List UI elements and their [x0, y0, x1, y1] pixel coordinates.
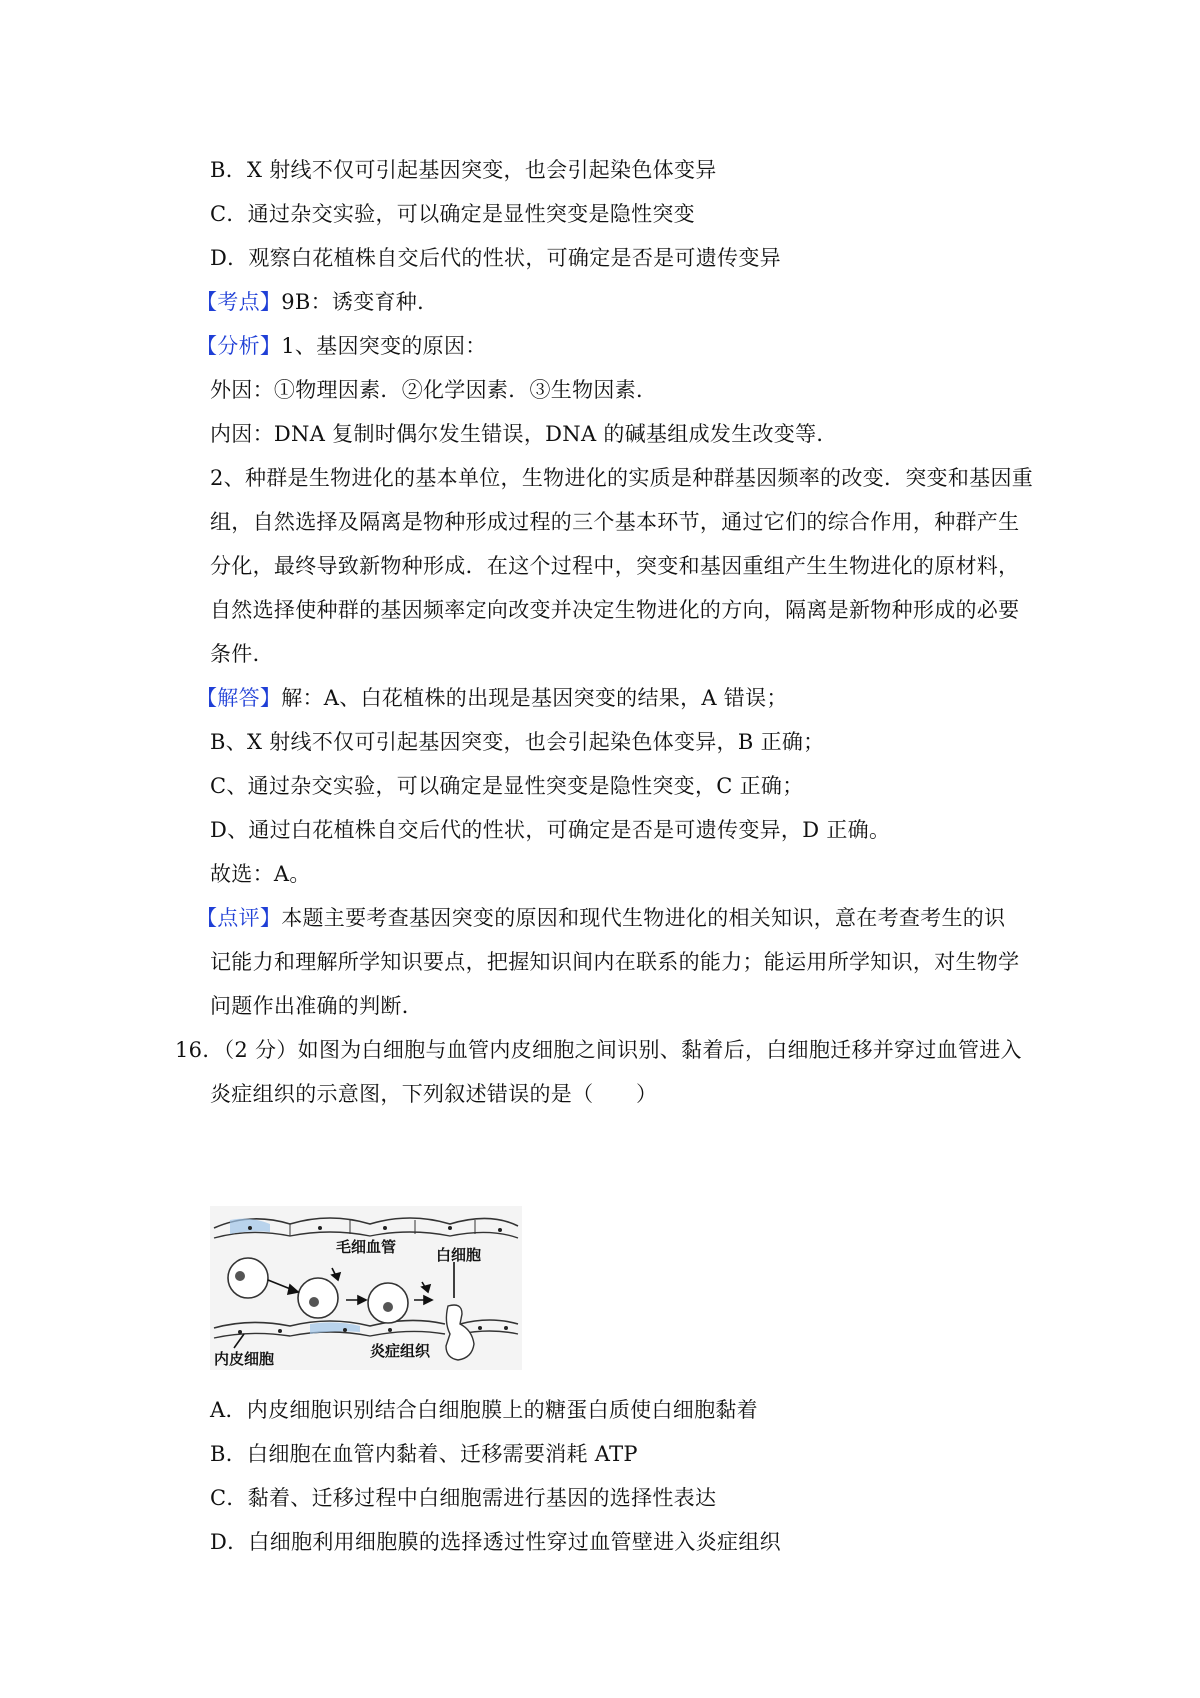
- fenxi-line-6: 自然选择使种群的基因频率定向改变并决定生物进化的方向，隔离是新物种形成的必要: [210, 598, 1020, 622]
- q16-option-c: C．黏着、迁移过程中白细胞需进行基因的选择性表达: [210, 1486, 717, 1510]
- jieda-tag: 【解答】: [196, 686, 282, 710]
- label-leukocyte: 白细胞: [436, 1247, 482, 1264]
- fenxi-line-4: 组，自然选择及隔离是物种形成过程的三个基本环节，通过它们的综合作用，种群产生: [210, 510, 1020, 534]
- option-d-prev: D．观察白花植株自交后代的性状，可确定是否是可遗传变异: [210, 246, 781, 270]
- fenxi-line-7: 条件．: [210, 642, 274, 666]
- fenxi-line-1: 外因：①物理因素．②化学因素．③生物因素．: [210, 378, 658, 402]
- q16-option-d: D．白细胞利用细胞膜的选择透过性穿过血管壁进入炎症组织: [210, 1530, 781, 1554]
- label-capillary: 毛细血管: [336, 1239, 397, 1256]
- fenxi-line-5: 分化，最终导致新物种形成．在这个过程中，突变和基因重组产生生物进化的原材料，: [210, 554, 1020, 578]
- fenxi-text: 1、基因突变的原因：: [281, 334, 487, 358]
- kaodian-text: 9B：诱变育种．: [281, 290, 439, 314]
- jieda-line-1: B、X 射线不仅可引起基因突变，也会引起染色体变异，B 正确；: [210, 730, 825, 754]
- q16-number: 16．: [175, 1038, 224, 1062]
- jieda-line-3: D、通过白花植株自交后代的性状，可确定是否是可遗传变异，D 正确。: [210, 818, 891, 842]
- fenxi-line-2: 内因：DNA 复制时偶尔发生错误，DNA 的碱基组成发生改变等．: [210, 422, 838, 446]
- label-inflamed-tissue: 炎症组织: [370, 1343, 431, 1360]
- dianping-text: 本题主要考查基因突变的原因和现代生物进化的相关知识，意在考查考生的识: [281, 906, 1006, 930]
- jieda-text: 解：A、白花植株的出现是基因突变的结果，A 错误；: [281, 686, 788, 710]
- leukocyte-migration-figure: [210, 1206, 522, 1370]
- dianping-line-1: 记能力和理解所学知识要点，把握知识间内在联系的能力；能运用所学知识，对生物学: [210, 950, 1020, 974]
- q16-option-a: A．内皮细胞识别结合白细胞膜上的糖蛋白质使白细胞黏着: [210, 1398, 758, 1422]
- fenxi-tag: 【分析】: [196, 334, 282, 358]
- q16-option-b: B．白细胞在血管内黏着、迁移需要消耗 ATP: [210, 1442, 638, 1466]
- q16-stem-line-1: 炎症组织的示意图，下列叙述错误的是（ ）: [210, 1082, 658, 1106]
- jieda-line-2: C、通过杂交实验，可以确定是显性突变是隐性突变，C 正确；: [210, 774, 804, 798]
- kaodian-line: [196, 288, 1026, 316]
- q16-stem-text: （2 分）如图为白细胞与血管内皮细胞之间识别、黏着后，白细胞迁移并穿过血管进入: [223, 1038, 1022, 1062]
- jieda-line-4: 故选：A。: [210, 862, 311, 886]
- jieda-line-0: [196, 684, 1026, 712]
- dianping-line-0: [196, 904, 1026, 932]
- option-b-prev: B．X 射线不仅可引起基因突变，也会引起染色体变异: [210, 158, 717, 182]
- dianping-tag: 【点评】: [196, 906, 282, 930]
- option-c-prev: C．通过杂交实验，可以确定是显性突变是隐性突变: [210, 202, 695, 226]
- fenxi-line-0: [196, 332, 1026, 360]
- kaodian-tag: 【考点】: [196, 290, 282, 314]
- q16-stem-line-0: [175, 1036, 1022, 1064]
- fenxi-line-3: 2、种群是生物进化的基本单位，生物进化的实质是种群基因频率的改变．突变和基因重: [210, 466, 1034, 490]
- label-endothelial: 内皮细胞: [214, 1351, 275, 1368]
- dianping-line-2: 问题作出准确的判断．: [210, 994, 423, 1018]
